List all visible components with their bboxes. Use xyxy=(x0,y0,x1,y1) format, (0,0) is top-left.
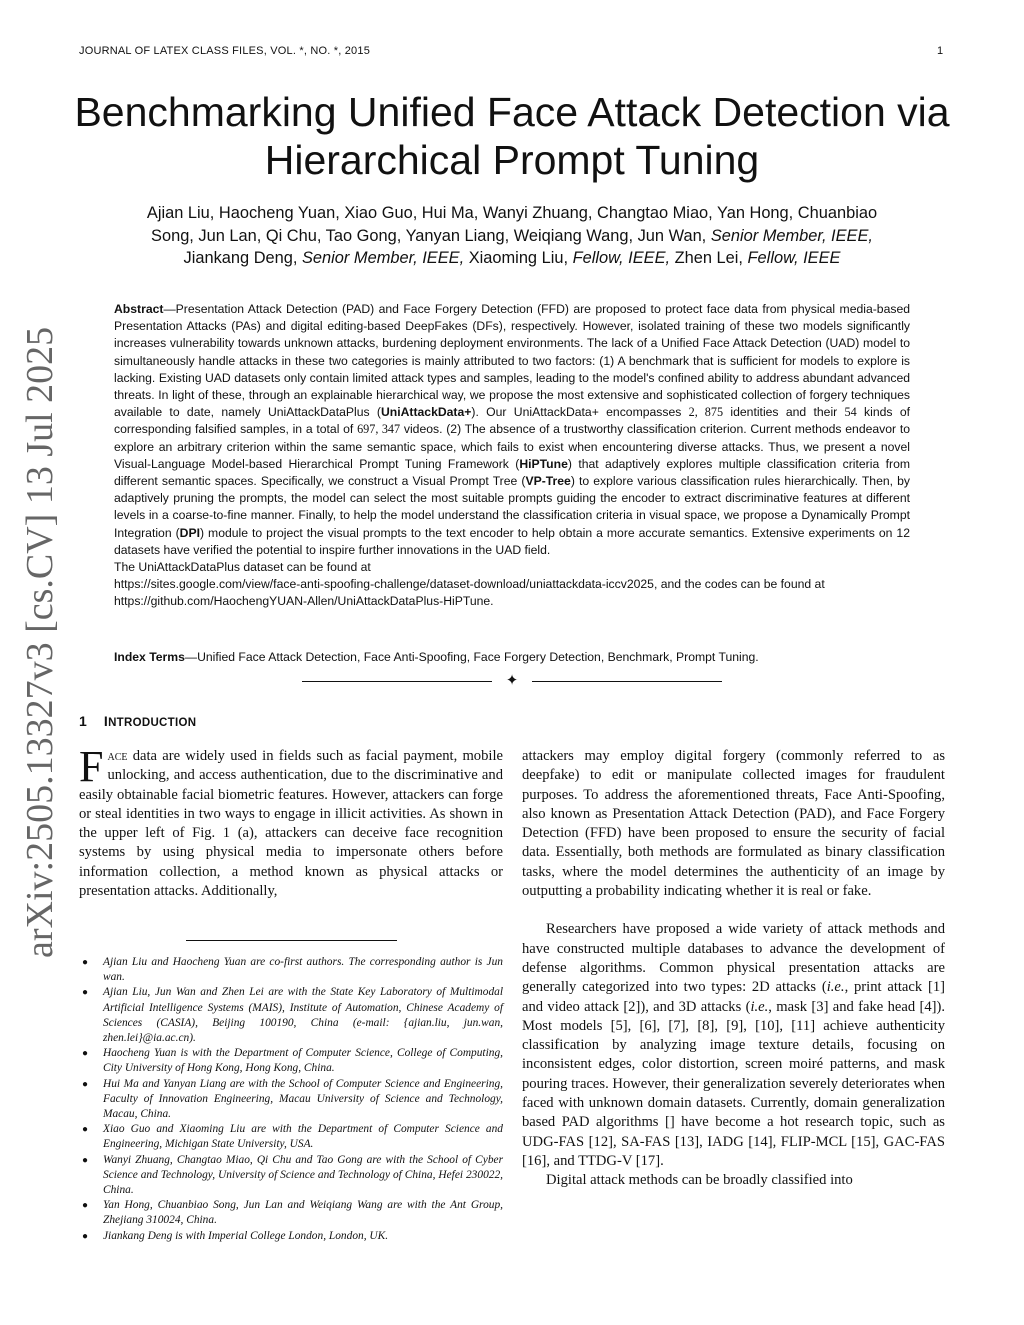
footnote-item xyxy=(79,1229,503,1244)
footnote-text: Jiankang Deng is with Imperial College London, London, UK. xyxy=(103,1229,389,1242)
author-title: Fellow, IEEE, xyxy=(572,249,671,267)
bullet-icon: ● xyxy=(82,957,89,968)
latin-abbrev: i.e. xyxy=(826,979,845,996)
footnote-text: Ajian Liu and Haocheng Yuan are co-first authors. The corresponding author is Jun wan. xyxy=(103,956,503,984)
index-terms xyxy=(114,649,910,666)
abstract-keyword: HiPTune xyxy=(519,456,568,471)
abstract-keyword: DPI xyxy=(179,525,200,540)
code-url[interactable]: https://github.com/HaochengYUAN-Allen/UniAttackDataPlus-HiPTune. xyxy=(114,594,494,609)
body-column-left xyxy=(79,742,503,901)
index-terms-label: Index Terms xyxy=(114,650,185,664)
paragraph-text: data are widely used in fields such as facial payment, mobile unlocking, and access authentication, due to the discriminative and easily obtainable facial biometric features. However, attackers can forge or steal identities in two ways to engage in illicit activities. As shown in the upper left of Fig. 1 (a), attackers can deceive face recognition systems by using physical media to impersonate others before information collection, a method known as physical attacks or presentation attacks. Additionally, xyxy=(79,748,503,900)
footnote-text: Xiao Guo and Xiaoming Liu are with the Department of Computer Science and Engineering, Michigan State University, USA. xyxy=(103,1123,503,1151)
abstract-text: identities and their xyxy=(723,405,845,420)
smallcaps-word: ace xyxy=(107,748,128,764)
divider-diamond-icon: ✦ xyxy=(505,673,519,689)
bullet-icon: ● xyxy=(82,1200,89,1212)
abstract-text: ). Our UniAttackData+ encompasses xyxy=(471,405,689,420)
author-name: Xiaoming Liu, xyxy=(468,249,569,267)
body-column-right xyxy=(522,747,945,1191)
abstract-keyword: VP-Tree xyxy=(525,474,571,489)
footnote-text: Ajian Liu, Jun Wan and Zhen Lei are with the State Key Laboratory of Multimodal Artificial Intelligence Systems (MAIS), Institute of Automation, Chinese Academy of Sciences (CASIA), Beijing 100190, China (e-mail: {ajian.liu, jun.wan, zhen.lei}@ia.ac.cn). xyxy=(103,986,503,1045)
section-divider xyxy=(302,673,722,691)
paragraph-text: , print attack [1] and video attack [2]), and 3D attacks ( xyxy=(522,979,945,1015)
bullet-icon: ● xyxy=(82,987,89,999)
index-terms-text: —Unified Face Attack Detection, Face Anti-Spoofing, Face Forgery Detection, Benchmark, Prompt Tuning. xyxy=(184,650,759,664)
section-number: 1 xyxy=(79,713,88,729)
paragraph-text: Researchers have proposed a wide variety of attack methods and have constructed multiple databases to advance the development of defense algorithms. Common physical presentation attacks are generally categorized into two types: 2D attacks ( xyxy=(522,921,945,996)
abstract-keyword: UniAttackData+ xyxy=(380,405,472,420)
author-title: Fellow, IEEE xyxy=(747,249,841,267)
bullet-icon: ● xyxy=(82,1078,89,1090)
footnotes xyxy=(79,955,503,1244)
authors-line-2: Song, Jun Lan, Qi Chu, Tao Gong, Yanyan Liang, Weiqiang Wang, Jun Wan, xyxy=(151,226,707,245)
abstract-text: videos. (2) The absence of a trustworthy classification criterion. Current methods endeavor to explore an arbitrary criterion within the same semantic space, which fails to exist when encountering diverse attacks. Thus, we present a novel Visual-Language Model-based Hierarchical Prompt Tuning Framework ( xyxy=(114,422,911,471)
footnote-item xyxy=(79,1046,503,1076)
arxiv-stamp: arXiv:2505.13327v3 [cs.CV] 13 Jul 2025 xyxy=(19,326,61,958)
abstract-text: —Presentation Attack Detection (PAD) and Face Forgery Detection (FFD) are proposed to protect face data from physical media-based Presentation Attacks (PAs) and digital editing-based DeepFakes (DFs), respectively. However, isolated training of these two models significantly increases vulnerability towards unknown attacks, burdening deployment environments. The lack of a Unified Face Attack Detection (UAD) model to simultaneously handle attacks in these two categories is mainly attributed to two factors: (1) A benchmark that is sufficient for models to explore is lacking. Existing UAD datasets only contain limited attack types and samples, leading to the model's confined ability to address abundant advanced threats. In light of these, through an explainable hierarchical way, we propose the most extensive and sophisticated collection of forgery techniques available to date, namely UniAttackDataPlus ( xyxy=(114,302,910,420)
footnote-item xyxy=(79,1153,503,1199)
abstract-text: ) module to project the visual prompts to the text encoder to help obtain a more accurate semantics. Extensive experiments on 12 datasets have verified the potential to inspire further innovations in the UAD field. xyxy=(114,525,910,557)
paper-title: Benchmarking Unified Face Attack Detection via Hierarchical Prompt Tuning xyxy=(74,89,950,183)
abstract-text: ) to explore various classification rules hierarchically. Then, by adaptively pruning the prompts, the model can select the most suitable prompts guiding the encoder to extract discriminative features at different levels in a coarse-to-fine manner. Finally, to help the model understand the classification criteria in visual space, we propose a Dynamically Prompt Integration ( xyxy=(114,474,910,540)
section-title-rest: NTRODUCTION xyxy=(108,717,197,729)
author-name: Zhen Lei, xyxy=(674,249,743,267)
divider-line-left xyxy=(302,681,492,682)
abstract-text: ) that adaptively explores multiple classification criteria from different semantic spaces. Specifically, we construct a Visual Prompt Tree ( xyxy=(114,456,910,489)
abstract-text: kinds of corresponding falsified samples, in a total of xyxy=(114,405,911,437)
dataset-url[interactable]: https://sites.google.com/view/face-anti-spoofing-challenge/dataset-download/uniattackdata-iccv2025, and the codes can be found at xyxy=(114,577,825,592)
author-title: Senior Member, IEEE, xyxy=(710,226,873,245)
footnote-item xyxy=(79,1198,503,1228)
author-list xyxy=(85,202,939,270)
abstract-label: Abstract xyxy=(114,302,164,316)
footnote-text: Yan Hong, Chuanbiao Song, Jun Lan and Weiqiang Wang are with the Ant Group, Zhejiang 310024, China. xyxy=(103,1199,503,1227)
footnote-text: Haocheng Yuan is with the Department of Computer Science, College of Computing, City University of Hong Kong, Hong Kong, China. xyxy=(103,1047,503,1075)
paragraph xyxy=(522,920,945,1171)
authors-line-1: Ajian Liu, Haocheng Yuan, Xiao Guo, Hui Ma, Wanyi Zhuang, Changtao Miao, Yan Hong, Chuanbiao xyxy=(146,204,878,222)
bullet-icon: ● xyxy=(82,1154,89,1166)
latin-abbrev: i.e. xyxy=(750,998,769,1015)
author-title: Senior Member, IEEE, xyxy=(302,249,465,267)
bullet-icon: ● xyxy=(82,1124,89,1136)
footnote-text: Hui Ma and Yanyan Liang are with the School of Computer Science and Engineering, Faculty of Innovation Engineering, Macau University of Science and Technology, Macau, China. xyxy=(103,1077,503,1121)
footnote-item xyxy=(79,1077,503,1123)
paragraph: attackers may employ digital forgery (commonly referred to as deepfake) to edit or manipulate collected images for fraudulent purposes. To address the aforementioned threats, Face Anti-Spoofing, also known as Presentation Attack Detection (PAD), and Face Forgery Detection (FFD) have been proposed to ensure the security of facial data. Essentially, both methods are formulated as binary classification tasks, where the model determines the authenticity of an image by outputting a probability indicating whether it is real or fake. xyxy=(522,748,945,900)
running-header: JOURNAL OF LATEX CLASS FILES, VOL. *, NO. *, 2015 xyxy=(79,45,371,57)
dropcap: F xyxy=(79,742,104,791)
footnote-item xyxy=(79,1122,503,1152)
footnote-item xyxy=(79,955,503,985)
bullet-icon: ● xyxy=(82,1048,89,1060)
dataset-availability: The UniAttackDataPlus dataset can be found at xyxy=(114,560,371,575)
abstract-number: 54 xyxy=(844,405,857,420)
divider-line-right xyxy=(532,681,722,682)
paragraph-text: , mask [3] and fake head [4]). Most models [5], [6], [7], [8], [9], [10], [11] achieve authenticity classification by analyzing image texture details, focusing on inconsistent edges, color distortion, screen moiré patterns, and mask pouring traces. However, their generalization severely deteriorates when faced with unknown domain datasets. Currently, domain generalization based PAD algorithms [] have become a hot research topic, such as UDG-FAS [12], SA-FAS [13], IADG [14], FLIP-MCL [15], GAC-FAS [16], and TTDG-V [17]. xyxy=(522,998,945,1169)
abstract xyxy=(114,301,910,611)
bullet-icon: ● xyxy=(82,1230,89,1242)
footnote-item xyxy=(79,985,503,1046)
paragraph: Digital attack methods can be broadly classified into xyxy=(546,1172,853,1189)
author-name: Jiankang Deng, xyxy=(183,249,298,267)
abstract-number: 697, 347 xyxy=(357,422,401,437)
section-title-first: I xyxy=(103,713,109,729)
page-number: 1 xyxy=(937,45,944,57)
abstract-number: 2, 875 xyxy=(688,405,724,420)
footnote-separator xyxy=(186,940,397,941)
section-heading xyxy=(79,713,196,729)
footnote-text: Wanyi Zhuang, Changtao Miao, Qi Chu and Tao Gong are with the School of Cyber Science and Technology, University of Science and Technology of China, Hefei 230022, China. xyxy=(103,1153,503,1197)
